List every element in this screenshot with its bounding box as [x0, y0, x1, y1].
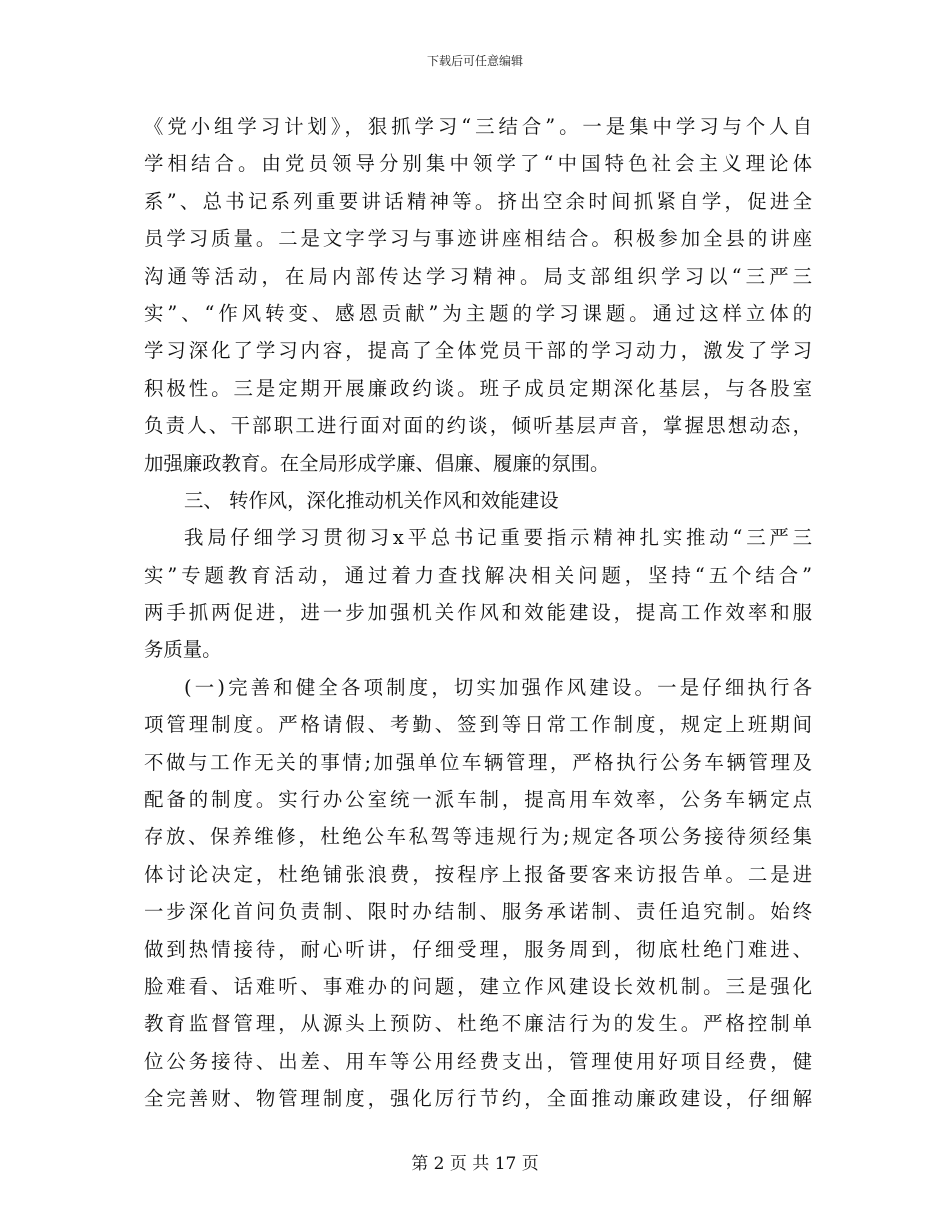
- text-line: 务质量。: [144, 638, 222, 662]
- text-line: 脸难看、话难听、事难办的问题，建立作风建设长效机制。三是强化: [144, 974, 812, 998]
- text-line: 三、 转作风，深化推动机关作风和效能建设: [184, 488, 559, 512]
- text-line: 学相结合。由党员领导分别集中领学了“中国特色社会主义理论体: [144, 152, 812, 176]
- text-line: 实”、“作风转变、感恩贡献”为主题的学习课题。通过这样立体的: [144, 301, 812, 325]
- text-line: 项管理制度。严格请假、考勤、签到等日常工作制度，规定上班期间: [144, 713, 812, 737]
- text-line: 位公务接待、出差、用车等公用经费支出，管理使用好项目经费，健: [144, 1049, 812, 1073]
- text-line: 员学习质量。二是文字学习与事迹讲座相结合。积极参加全县的讲座: [144, 227, 812, 251]
- text-line: 系”、总书记系列重要讲话精神等。挤出空余时间抓紧自学，促进全: [144, 189, 812, 213]
- document-body: [144, 108, 812, 1118]
- text-line: 《党小组学习计划》，狠抓学习“三结合”。一是集中学习与个人自: [144, 115, 812, 138]
- text-line: 存放、保养维修，杜绝公车私驾等违规行为;规定各项公务接待须经集: [144, 825, 812, 849]
- text-line: 配备的制度。实行办公室统一派车制，提高用车效率，公务车辆定点: [144, 788, 812, 812]
- text-line: 全完善财、物管理制度，强化厉行节约，全面推动廉政建设，仔细解: [144, 1087, 812, 1111]
- text-line: 实”专题教育活动，通过着力查找解决相关问题，坚持“五个结合”: [144, 563, 812, 587]
- page-footer: 第 2 页 共 17 页: [411, 1154, 539, 1174]
- text-line: (一)完善和健全各项制度，切实加强作风建设。一是仔细执行各: [184, 675, 812, 699]
- text-line: 教育监督管理，从源头上预防、杜绝不廉洁行为的发生。严格控制单: [144, 1012, 812, 1036]
- text-line: 学习深化了学习内容，提高了全体党员干部的学习动力，激发了学习: [144, 339, 812, 363]
- text-line: 积极性。三是定期开展廉政约谈。班子成员定期深化基层，与各股室: [144, 376, 812, 400]
- text-line: 做到热情接待，耐心听讲，仔细受理，服务周到，彻底杜绝门难进、: [144, 937, 812, 961]
- text-line: 不做与工作无关的事情;加强单位车辆管理，严格执行公务车辆管理及: [144, 750, 812, 774]
- text-line: 体讨论决定，杜绝铺张浪费，按程序上报备要客来访报告单。二是进: [144, 862, 812, 886]
- text-line: 一步深化首问负责制、限时办结制、服务承诺制、责任追究制。始终: [144, 900, 812, 924]
- text-line: 两手抓两促进，进一步加强机关作风和效能建设，提高工作效率和服: [144, 601, 812, 625]
- text-line: 沟通等活动，在局内部传达学习精神。局支部组织学习以“三严三: [144, 264, 812, 288]
- text-line: 加强廉政教育。在全局形成学廉、倡廉、履廉的氛围。: [144, 451, 610, 475]
- page-header: 下载后可任意编辑: [426, 54, 523, 68]
- text-line: 负责人、干部职工进行面对面的约谈，倾听基层声音，掌握思想动态，: [144, 414, 812, 438]
- text-line: 我局仔细学习贯彻习x平总书记重要指示精神扎实推动“三严三: [184, 526, 812, 550]
